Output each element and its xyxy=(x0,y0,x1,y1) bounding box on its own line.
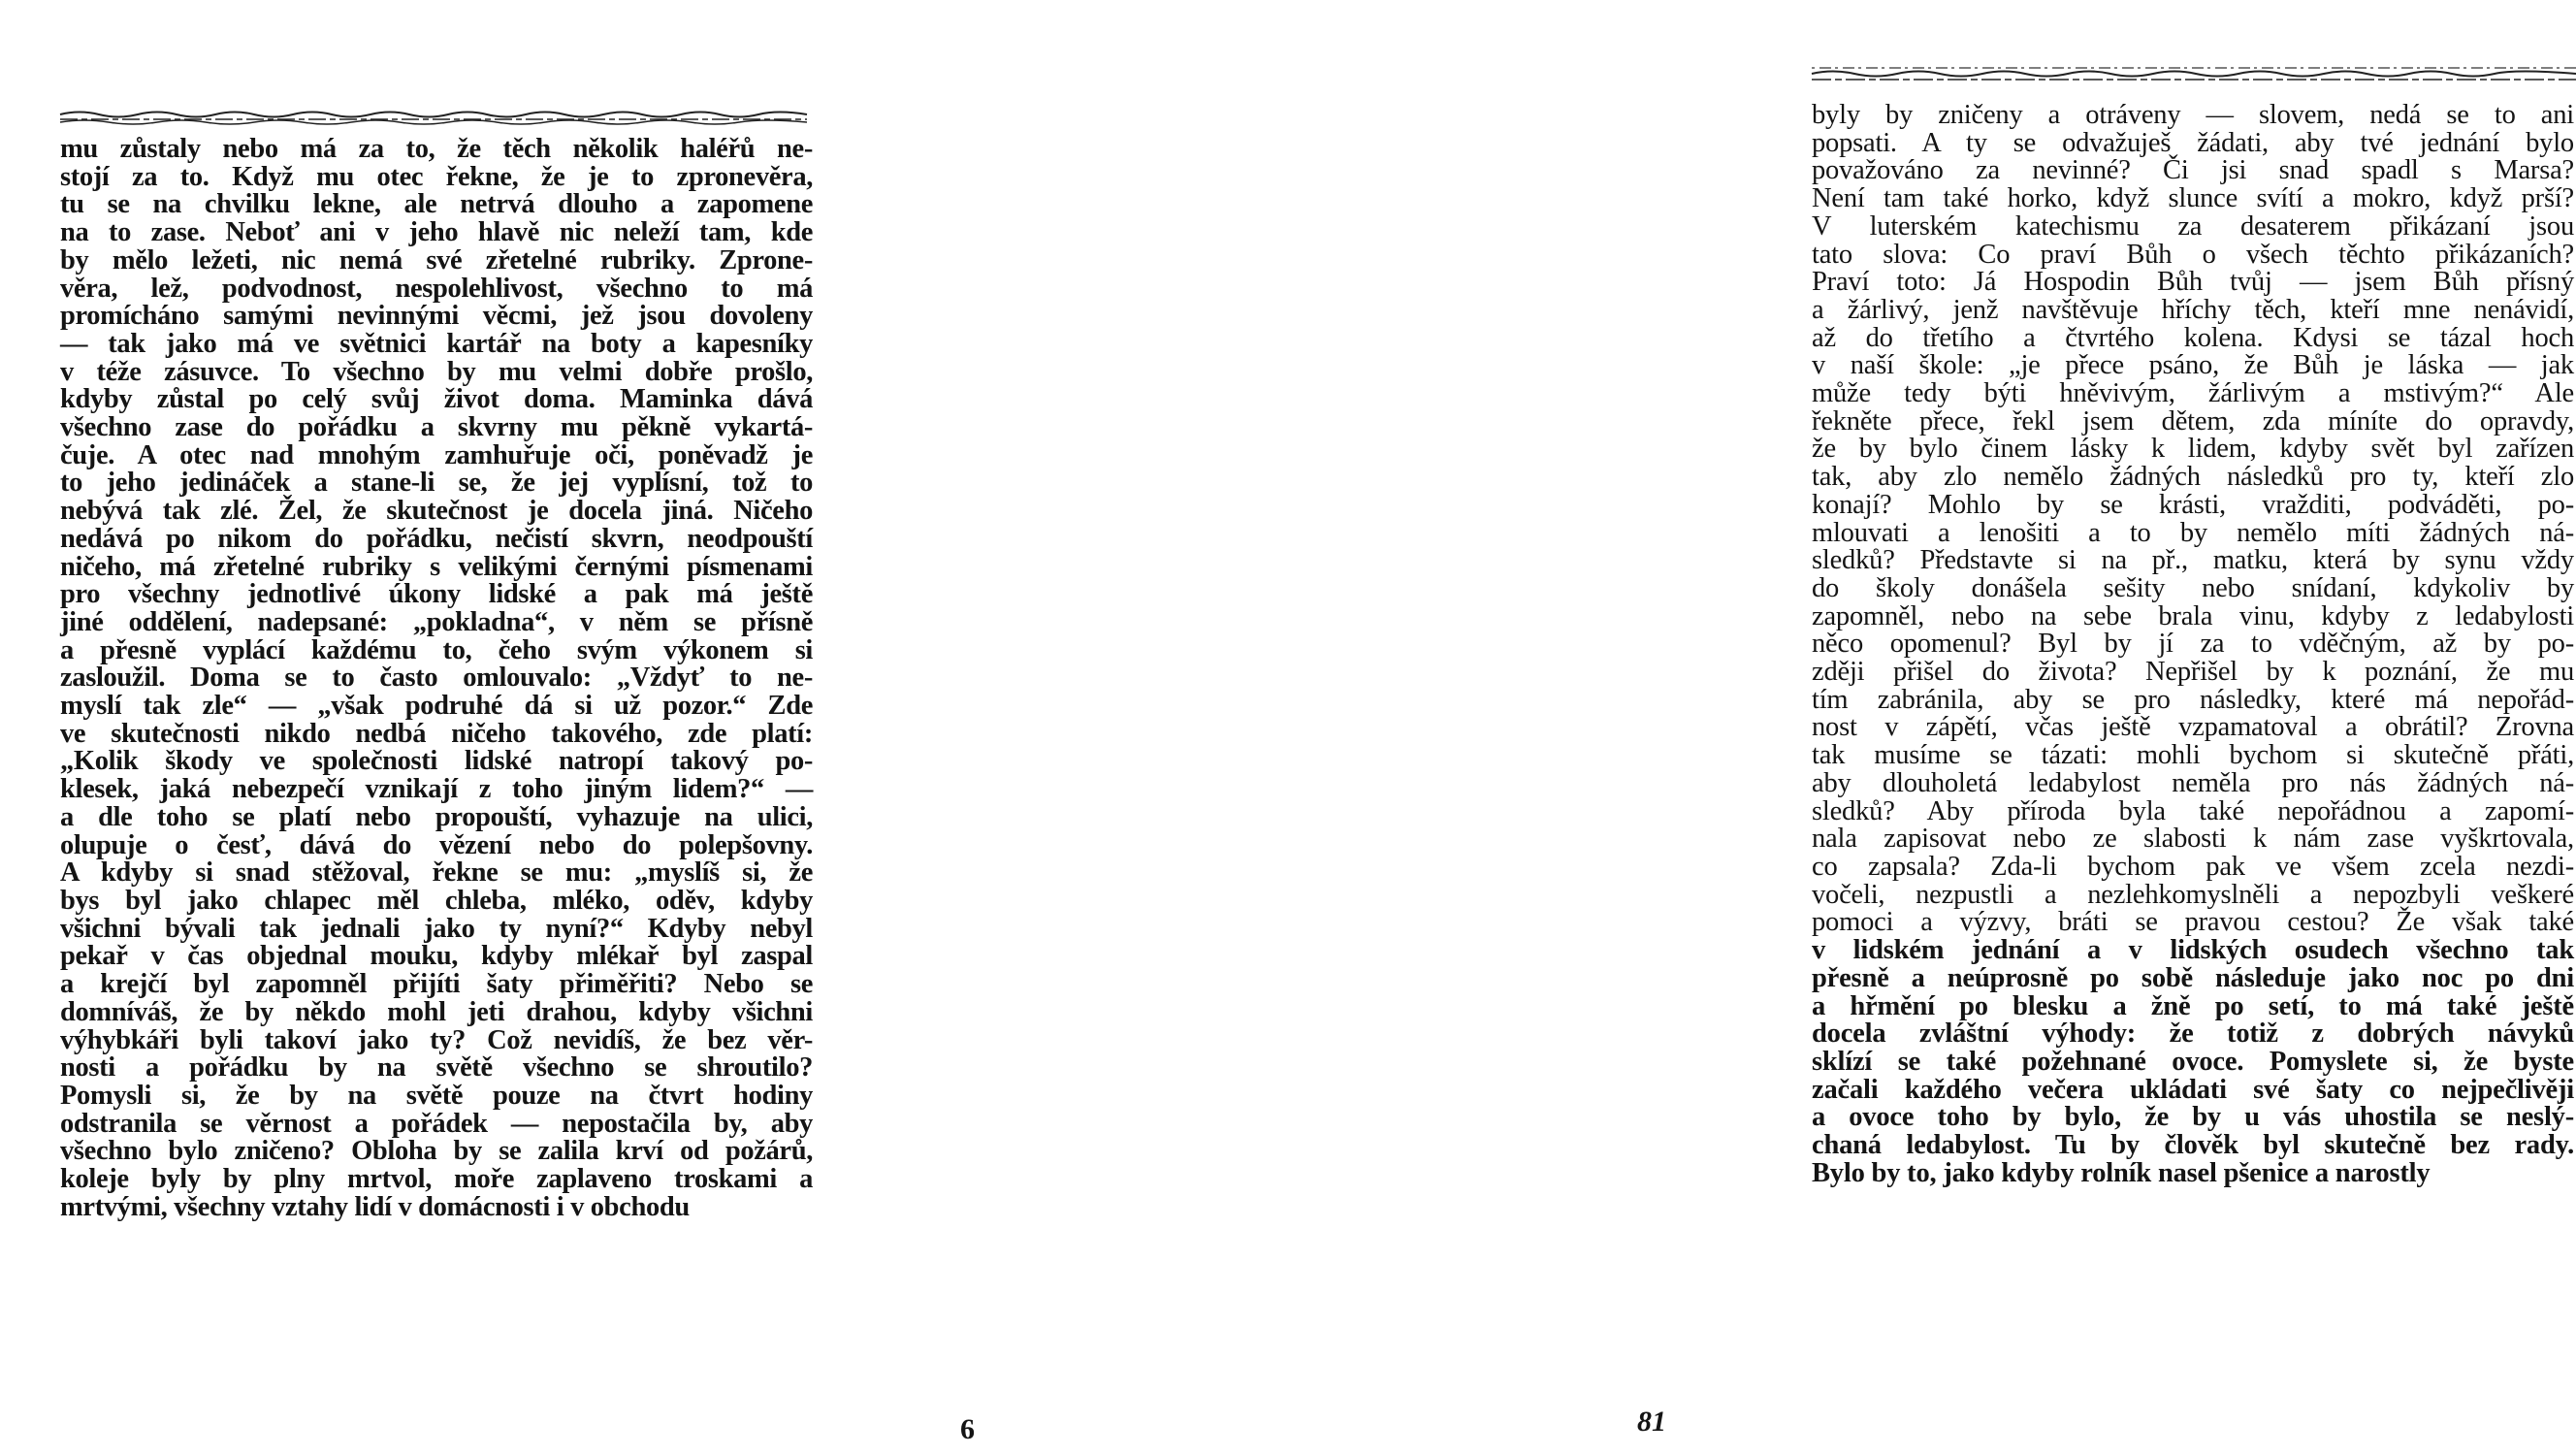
text-line: domníváš, že by někdo mohl jeti drahou, kdyby všichni xyxy=(60,996,813,1027)
text-line: Není tam také horko, když slunce svítí a mokro, když prší? xyxy=(1812,183,2574,214)
text-line: pomoci a výzvy, bráti se pravou cestou? Že však také xyxy=(1812,907,2574,938)
text-line: zději přišel do života? Nepřišel by k poznání, že mu xyxy=(1812,657,2574,688)
text-line: zasloužil. Doma se to často omlouvalo: „Vždyť to ne- xyxy=(60,663,813,694)
text-line: myslí tak zle“ — „však podruhé dá si už pozor.“ Zde xyxy=(60,691,813,722)
text-line: — tak jako má ve světnici kartář na boty a kapesníky xyxy=(60,328,813,359)
text-line: docela zvláštní výhody: že totiž z dobrých návyků xyxy=(1812,1018,2574,1050)
text-line: promícháno samými nevinnými věcmi, jež jsou dovoleny xyxy=(60,301,813,332)
text-line: byly by zničeny a otráveny — slovem, nedá se to ani xyxy=(1812,100,2574,130)
text-line: výhybkáři byli takoví jako ty? Což nevidíš, že bez věr- xyxy=(60,1024,813,1055)
left-page-body xyxy=(60,136,813,1221)
text-line: Pomysli si, že by na světě pouze na čtvrt hodiny xyxy=(60,1080,813,1111)
text-line: pekař v čas objednal mouku, kdyby mlékař byl zaspal xyxy=(60,941,813,972)
text-line: odstranila se věrnost a pořádek — nepostačila by, aby xyxy=(60,1108,813,1139)
text-line: co zapsala? Zda-li bychom pak ve všem zcela nezdi- xyxy=(1812,851,2574,882)
text-line: čuje. A otec nad mnohým zamhuřuje oči, poněvadž je xyxy=(60,439,813,470)
text-line: a ovoce toho by bylo, že by u vás uhostila se neslý- xyxy=(1812,1102,2574,1133)
right-page-body xyxy=(1812,102,2574,1187)
text-line: a dle toho se platí nebo propouští, vyhazuje na ulici, xyxy=(60,801,813,832)
text-line: v lidském jednání a v lidských osudech všechno tak xyxy=(1812,935,2574,966)
text-line: popsati. A ty se odvažuješ žádati, aby tvé jednání bylo xyxy=(1812,127,2574,158)
text-line: může tedy býti hněvivým, žárlivým a mstivým?“ Ale xyxy=(1812,378,2574,409)
text-line: a žárlivý, jenž navštěvuje hříchy těch, kteří mne nenávidí, xyxy=(1812,294,2574,325)
text-line: a přesně vyplácí každému to, čeho svým výkonem si xyxy=(60,634,813,665)
text-line: ve skutečnosti nikdo nedbá ničeho takového, zde platí: xyxy=(60,718,813,749)
text-line: V luterském katechismu za desaterem přikázaní jsou xyxy=(1812,210,2574,242)
text-line: nala zapisovat nebo ze slabosti k nám zase vyškrtovala, xyxy=(1812,824,2574,855)
text-line: pro všechny jednotlivé úkony lidské a pak má ještě xyxy=(60,579,813,610)
text-line: tu se na chvilku lekne, ale netrvá dlouho a zapomene xyxy=(60,189,813,220)
text-line: by mělo ležeti, nic nemá své zřetelné rubriky. Zprone- xyxy=(60,244,813,275)
text-line: na to zase. Neboť ani v jeho hlavě nic neleží tam, kde xyxy=(60,217,813,248)
text-line: stojí za to. Když mu otec řekne, že je to zpronevěra, xyxy=(60,161,813,192)
text-line: že by bylo činem lásky k lidem, kdyby svět byl zařízen xyxy=(1812,434,2574,465)
text-line: chaná ledabylost. Tu by člověk byl skutečně bez rady. xyxy=(1812,1130,2574,1161)
text-line: a hřmění po blesku a žně po setí, to má také ještě xyxy=(1812,990,2574,1021)
left-page xyxy=(0,0,873,1455)
text-line: přesně a neúprosně po sobě následuje jako noc po dni xyxy=(1812,962,2574,993)
text-line: řekněte přece, řekl jsem dětem, zda míníte do opravdy, xyxy=(1812,405,2574,436)
text-line: aby dlouholetá ledabylost neměla pro nás žádných ná- xyxy=(1812,767,2574,798)
text-line: A kdyby si snad stěžoval, řekne se mu: „myslíš si, že xyxy=(60,857,813,889)
text-line: olupuje o česť, dává do vězení nebo do polepšovny. xyxy=(60,829,813,860)
right-page xyxy=(873,0,2574,1455)
text-line: do školy donášela sešity nebo snídaní, kdykoliv by xyxy=(1812,572,2574,603)
text-line: mlouvati a lenošiti a to by nemělo míti žádných ná- xyxy=(1812,517,2574,548)
text-line: tak, aby zlo nemělo žádných následků pro ty, kteří zlo xyxy=(1812,462,2574,493)
text-line: vočeli, nezpustli a nezlehkomyslněli a nepozbyli veškeré xyxy=(1812,879,2574,910)
signature-mark: 6 xyxy=(960,1413,975,1445)
text-line: koleje byly by plny mrtvol, moře zaplaveno troskami a xyxy=(60,1164,813,1195)
text-line: všechno bylo zničeno? Obloha by se zalila krví od požárů, xyxy=(60,1136,813,1167)
text-line: v téže zásuvce. To všechno by mu velmi dobře prošlo, xyxy=(60,356,813,387)
text-line: v naší škole: „je přece psáno, že Bůh je láska — jak xyxy=(1812,350,2574,381)
text-line: kdyby zůstal po celý svůj život doma. Maminka dává xyxy=(60,384,813,415)
decorative-rule xyxy=(1812,64,2576,85)
text-line: až do třetího a čtvrtého kolena. Kdysi se tázal hoch xyxy=(1812,322,2574,353)
text-line: věra, lež, podvodnost, nespolehlivost, všechno to má xyxy=(60,273,813,304)
text-line: konají? Mohlo by se krásti, vražditi, podváděti, po- xyxy=(1812,489,2574,520)
text-line: považováno za nevinné? Či jsi snad spadl s Marsa? xyxy=(1812,155,2574,186)
text-line: něco opomenul? Byl by jí za to vděčným, až by po- xyxy=(1812,629,2574,660)
text-line: nost v zápětí, včas ještě vzpamatoval a obrátil? Zrovna xyxy=(1812,712,2574,743)
text-line: klesek, jaká nebezpečí vznikají z toho jiným lidem?“ — xyxy=(60,774,813,805)
text-line: nosti a pořádku by na světě všechno se shroutilo? xyxy=(60,1052,813,1083)
text-line: mrtvými, všechny vztahy lidí v domácnosti i v obchodu xyxy=(60,1191,690,1222)
text-line: všichni bývali tak jednali jako ty nyní?“ Kdyby nebyl xyxy=(60,913,813,944)
text-line: Bylo by to, jako kdyby rolník nasel pšenice a narostly xyxy=(1812,1157,2431,1188)
text-line: sledků? Aby příroda byla také nepořádnou a zapomí- xyxy=(1812,795,2574,826)
page-number: 81 xyxy=(1637,1406,1666,1438)
text-line: „Kolik škody ve společnosti lidské natropí takový po- xyxy=(60,746,813,777)
text-line: tím zabránila, aby se pro následky, které má nepořád- xyxy=(1812,684,2574,715)
text-line: bys byl jako chlapec měl chleba, mléko, oděv, kdyby xyxy=(60,885,813,916)
text-line: tato slova: Co praví Bůh o všech těchto přikázaních? xyxy=(1812,239,2574,270)
text-line: sklízí se také požehnané ovoce. Pomyslete si, že byste xyxy=(1812,1046,2574,1077)
text-line: zapomněl, nebo na sebe brala vinu, kdyby z ledabylosti xyxy=(1812,600,2574,631)
text-line: sledků? Představte si na př., matku, která by synu vždy xyxy=(1812,545,2574,576)
text-line: nebývá tak zlé. Žel, že skutečnost je docela jiná. Ničeho xyxy=(60,496,813,527)
text-line: jiné oddělení, nadepsané: „pokladna“, v něm se přísně xyxy=(60,606,813,637)
text-line: mu zůstaly nebo má za to, že těch několik haléřů ne- xyxy=(60,134,813,164)
decorative-rule xyxy=(60,109,807,124)
text-line: všechno zase do pořádku a skvrny mu pěkně vykartá- xyxy=(60,412,813,443)
text-line: ničeho, má zřetelné rubriky s velikými černými písmenami xyxy=(60,551,813,582)
text-line: začali každého večera ukládati své šaty co nejpečlivěji xyxy=(1812,1074,2574,1105)
text-line: nedává po nikom do pořádku, nečistí skvrn, neodpouští xyxy=(60,523,813,554)
text-line: Praví toto: Já Hospodin Bůh tvůj — jsem Bůh přísný xyxy=(1812,267,2574,298)
text-line: to jeho jedináček a stane-li se, že jej vyplísní, tož to xyxy=(60,468,813,499)
text-line: tak musíme se tázati: mohli bychom si skutečně přáti, xyxy=(1812,740,2574,771)
text-line: a krejčí byl zapomněl přijíti šaty přiměřiti? Nebo se xyxy=(60,969,813,1000)
